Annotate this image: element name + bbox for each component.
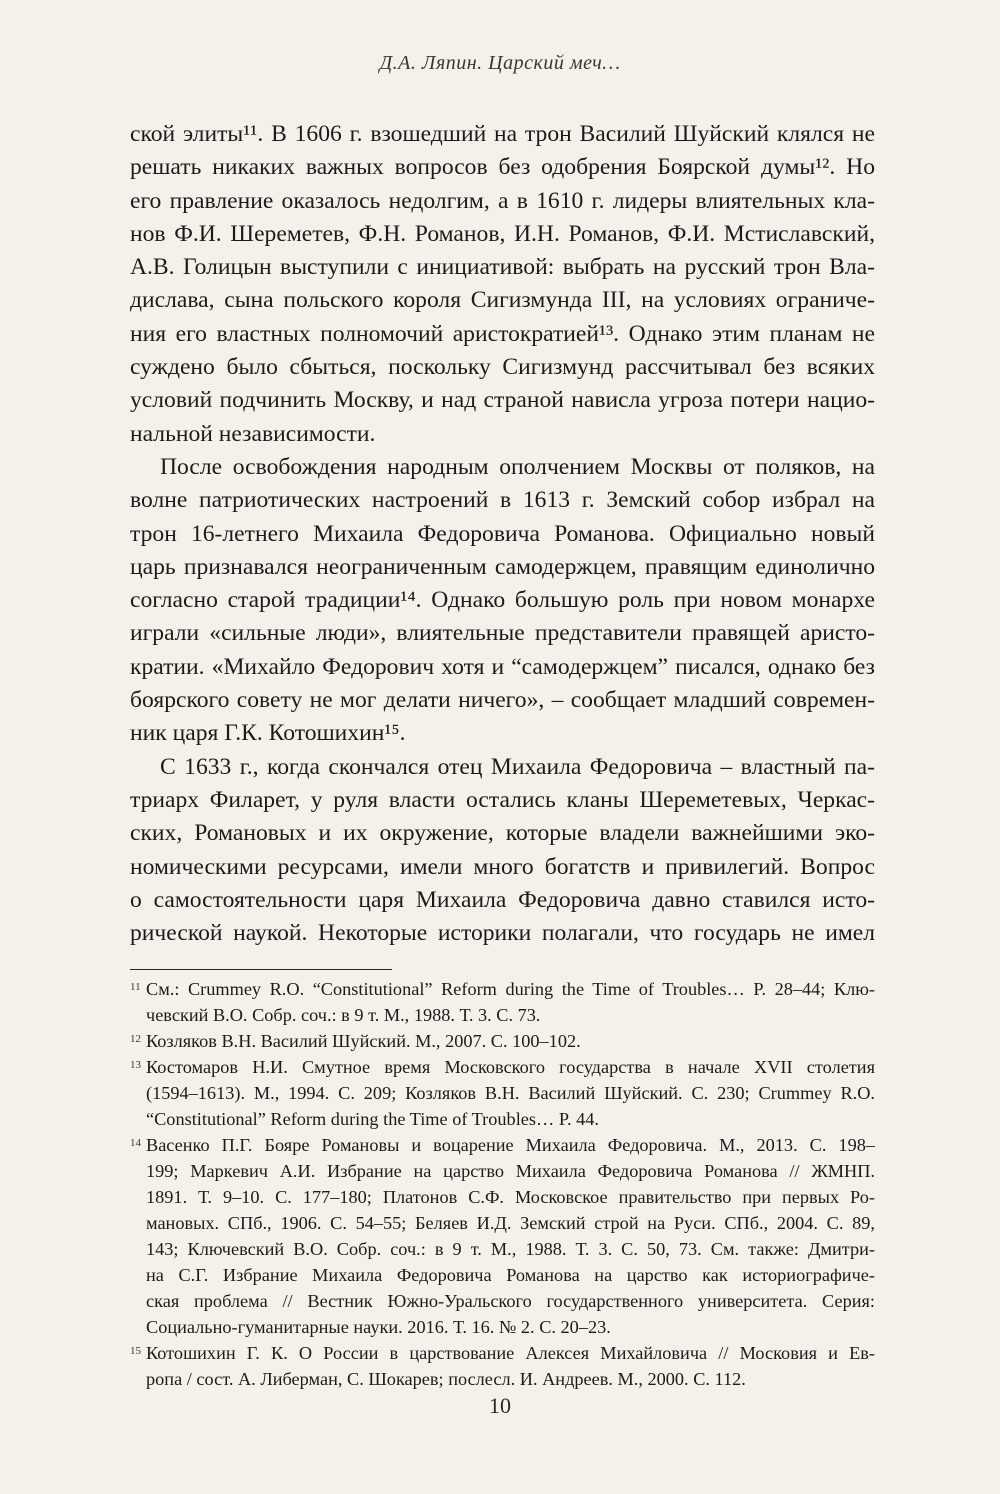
running-head: Д.А. Ляпин. Царский меч…: [379, 52, 621, 74]
footnote-line: “Constitutional” Reform during the Time of Troubles… P. 44.: [146, 1109, 599, 1129]
body-line: трон 16-летнего Михаила Федоровича Романова. Официально новый: [130, 520, 875, 547]
body-line: С 1633 г., когда скончался отец Михаила Федоровича – властный па-: [160, 753, 875, 780]
footnote-line: ская проблема // Вестник Южно-Уральского государственного университета. Серия:: [146, 1291, 875, 1311]
footnote-number: 13: [130, 1059, 141, 1071]
body-line: дислава, сына польского короля Сигизмунда III, на условиях ограниче-: [130, 287, 875, 314]
body-line: ской элиты¹¹. В 1606 г. взошедший на трон Василий Шуйский клялся не: [130, 121, 875, 147]
footnote-line: (1594–1613). М., 1994. С. 209; Козляков В.Н. Василий Шуйский. С. 230; Crummey R.O.: [146, 1083, 875, 1103]
footnote: [130, 1340, 875, 1392]
footnote-line: Васенко П.Г. Бояре Романовы и воцарение Михаила Федоровича. М., 2013. С. 198–: [146, 1135, 875, 1155]
footnote-line: Котошихин Г. К. О России в царствование Алексея Михайловича // Московия и Ев-: [146, 1343, 875, 1363]
body-line: ник царя Г.К. Котошихин¹⁵.: [130, 720, 406, 747]
body-line: о самостоятельности царя Михаила Федоровича давно ставился исто-: [130, 886, 875, 913]
body-line: триарх Филарет, у руля власти остались кланы Шереметевых, Черкас-: [130, 786, 875, 813]
body-line: ских, Романовых и их окружение, которые владели важнейшими эко-: [130, 820, 875, 847]
body-line: играли «сильные люди», влиятельные представители правящей аристо-: [130, 620, 875, 647]
body-line: После освобождения народным ополчением Москвы от поляков, на: [160, 453, 875, 480]
body-line: его правление оказалось недолгим, а в 1610 г. лидеры влиятельных кла-: [130, 187, 875, 214]
footnote-line: на С.Г. Избрание Михаила Федоровича Романова на царство как историографиче-: [146, 1265, 875, 1285]
footnote-line: 1891. Т. 9–10. С. 177–180; Платонов С.Ф. Московское правительство при первых Ро-: [146, 1187, 875, 1207]
body-line: ния его властных полномочий аристократией¹³. Однако этим планам не: [130, 320, 875, 347]
body-line: суждено было сбыться, поскольку Сигизмунд рассчитывал без всяких: [130, 354, 875, 381]
body-line: царь признавался неограниченным самодержцем, правящим единолично: [130, 553, 875, 580]
footnote-line: Костомаров Н.И. Смутное время Московского государства в начале XVII столетия: [146, 1057, 875, 1077]
footnote-number: 11: [130, 981, 141, 993]
body-line: кратии. «Михайло Федорович хотя и “самодержцем” писался, однако без: [130, 653, 875, 680]
body-line: нальной независимости.: [130, 420, 376, 447]
body-text: [130, 118, 875, 950]
body-line: боярского совету не мог делати ничего», – сообщает младший современ-: [130, 687, 875, 714]
footnote-divider: [130, 969, 392, 970]
body-line: рической наукой. Некоторые историки полагали, что государь не имел: [130, 920, 875, 947]
footnote-number: 15: [130, 1345, 141, 1357]
body-line: волне патриотических настроений в 1613 г. Земский собор избрал на: [130, 487, 875, 514]
footnote-line: Козляков В.Н. Василий Шуйский. М., 2007. С. 100–102.: [146, 1031, 581, 1051]
body-line: согласно старой традиции¹⁴. Однако большую роль при новом монархе: [130, 587, 875, 614]
footnote-line: 143; Ключевский В.О. Собр. соч.: в 9 т. М., 1988. Т. 3. С. 50, 73. См. также: Дмитри-: [146, 1239, 875, 1259]
footnote-number: 14: [130, 1137, 141, 1149]
body-line: условий подчинить Москву, и над страной нависла угроза потери нацио-: [130, 387, 875, 414]
page-number: 10: [489, 1393, 511, 1418]
footnote-line: чевский В.О. Собр. соч.: в 9 т. М., 1988. Т. 3. С. 73.: [146, 1005, 541, 1025]
footnote-line: мановых. СПб., 1906. С. 54–55; Беляев И.Д. Земский строй на Руси. СПб., 2004. С. 89,: [146, 1213, 875, 1233]
footnote-line: Социально-гуманитарные науки. 2016. Т. 16. № 2. С. 20–23.: [146, 1317, 611, 1337]
body-line: решать никаких важных вопросов без одобрения Боярской думы¹². Но: [130, 154, 875, 181]
footnotes: [130, 976, 875, 1392]
body-line: номическими ресурсами, имели много богатств и привилегий. Вопрос: [130, 853, 875, 880]
footnote-line: ропа / сост. А. Либерман, С. Шокарев; послесл. И. Андреев. М., 2000. С. 112.: [146, 1369, 746, 1389]
footnote: [130, 1132, 875, 1340]
footnote: [130, 1028, 875, 1054]
footnote: [130, 1054, 875, 1132]
body-line: нов Ф.И. Шереметев, Ф.Н. Романов, И.Н. Романов, Ф.И. Мстиславский,: [130, 220, 875, 247]
footnote-number: 12: [130, 1033, 141, 1045]
footnote-line: См.: Crummey R.O. “Constitutional” Reform during the Time of Troubles… P. 28–44; Клю-: [146, 979, 875, 999]
footnote-line: 199; Маркевич А.И. Избрание на царство Михаила Федоровича Романова // ЖМНП.: [146, 1161, 875, 1181]
footnote: [130, 976, 875, 1028]
body-line: А.В. Голицын выступили с инициативой: выбрать на русский трон Вла-: [130, 254, 875, 281]
